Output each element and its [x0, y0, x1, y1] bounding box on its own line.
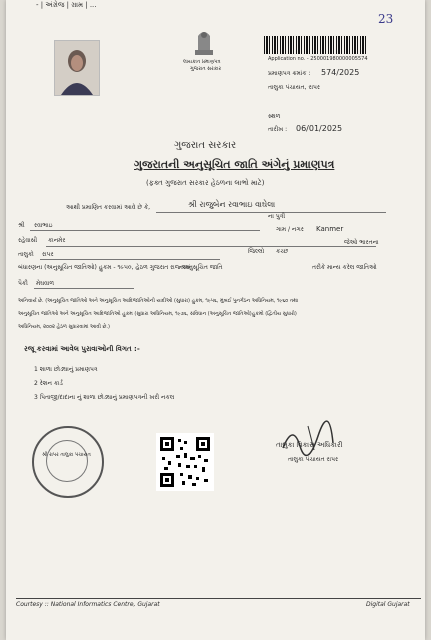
recognized-text: તરીકે માન્ય કરેલ જાતિઓ	[312, 264, 377, 271]
office-line: તાલુકા પંચાયત, રાપર	[268, 84, 321, 91]
doc-item-1: 1 શાળા છોડ્યાનું પ્રમાણપત્ર	[34, 366, 98, 373]
state-suffix: જેઓ ભારતના	[344, 239, 379, 246]
para-text-3: અધિનિયમ, ૨૦૦૨ હેઠળ સુધારવામાં આવી છે.)	[18, 324, 110, 330]
district-value: કચ્છ	[276, 248, 289, 255]
date-value: 06/01/2025	[296, 124, 343, 133]
qr-code-icon	[156, 433, 214, 491]
sign-place: તાલુકા પંચાયત રાપર	[288, 456, 339, 463]
village-value: Kanmer	[316, 225, 344, 233]
doc-item-3: 3 પિતાજી/દાદાના નું શાળા છોડ્યાનું પ્રમાણપત્રની ખરી નકલ	[34, 394, 175, 401]
title-main: ગુજરાતની અનુસૂચિત જાતિ અંગેનું પ્રમાણપત્ર	[134, 158, 335, 171]
sign-title: તાલુકા વિકાસ અધિકારી	[276, 441, 343, 449]
para-text-1: અનિવાર્ય છે. (અનુસૂચિત જાતિઓ અને અનુસૂચિત આદિજાતિઓની યાદીઓ (સુધારા) હુકમ, ૧૯૫૬, મુંબઈ પુનર્ગઠન અધિનિયમ, ૧૯૬૦ તથા	[18, 298, 299, 304]
page-number: 23	[378, 12, 394, 26]
notification-text: બંધારણના (અનુસૂચિત જાતિઓ) હુકમ - ૧૯૫૦, હેઠળ ગુજરાત રાજ્યમાં	[18, 264, 191, 271]
father-underline	[30, 230, 260, 231]
certificate-page	[6, 0, 425, 640]
village-label: ગામ / નગર	[276, 226, 304, 233]
place-label: સ્થળ	[268, 113, 281, 120]
applicant-photo	[54, 40, 100, 96]
footer-right: Digital Gujarat	[366, 601, 410, 608]
caste-category: અનુસૂચિત જાતિ	[182, 264, 223, 271]
certificate-no-label: પ્રમાણપત્ર ક્રમાંક :	[268, 70, 311, 77]
father-prefix: શ્રી	[18, 222, 25, 229]
taluka-value: રાપર	[42, 251, 54, 258]
caste-name: મેઘવાળ	[36, 280, 55, 287]
father-name: રવાભાઇ	[34, 222, 53, 229]
doc-item-2: 2 રેશન કાર્ડ	[34, 380, 63, 387]
taluka-label: તાલુકો	[18, 251, 34, 258]
resident-underline	[46, 246, 376, 247]
header-top-text: - | અંગ્રેજ | ગ્રામ | ...	[36, 1, 97, 9]
signature-icon	[278, 418, 338, 458]
taluka-underline	[40, 259, 220, 260]
applicant-name: શ્રી રાજુબેન રવાભાઇ વાઘેલા	[188, 200, 276, 209]
footer-divider	[16, 598, 421, 599]
title-sub: (ફક્ત ગુજરાત સરકાર હેઠળના લાભો માટે)	[146, 179, 265, 187]
official-seal	[32, 426, 104, 498]
issuer-dept-line1: લાયકાત પ્રમાણપત્ર	[183, 59, 221, 65]
title-gov: ગુજરાત સરકાર	[174, 140, 237, 151]
certificate-no: 574/2025	[321, 68, 360, 77]
footer-left: Courtesy :: National Informatics Centre, Gujarat	[16, 601, 160, 608]
issuer-dept-line2: ગુજરાત સરકાર	[190, 66, 222, 72]
resident-value: કાનમેર	[48, 237, 66, 244]
certify-intro: આથી પ્રમાણિત કરવામાં આવે છે કે,	[66, 204, 151, 211]
district-label: જિલ્લો	[248, 248, 265, 255]
caste-label: પૈકી	[18, 280, 28, 287]
docs-heading: રજૂ કરવામાં આવેલ પુરાવાઓની વિગત :-	[24, 345, 140, 353]
relation-label: ના પુત્રી	[268, 213, 286, 220]
seal-text: શ્રી રાપર તાલુકા પંચાયત	[42, 452, 91, 458]
caste-underline	[34, 288, 134, 289]
resident-label: રહેવાસી	[18, 237, 38, 244]
para-text-2: અનુસૂચિત જાતિઓ અને અનુસૂચિત આદિજાતિઓ હુકમ (સુધારા અધિનિયમ, ૧૯૭૬, સંવિધાન (અનુસૂચિત જાતિઓ)હુકમો (દ્વિતીય સુધારો)	[18, 311, 297, 317]
application-no: Application no. - 250001980000005574	[268, 56, 368, 62]
date-label: તારીખ :	[268, 126, 288, 133]
barcode	[264, 36, 368, 54]
state-emblem-icon	[189, 26, 219, 60]
